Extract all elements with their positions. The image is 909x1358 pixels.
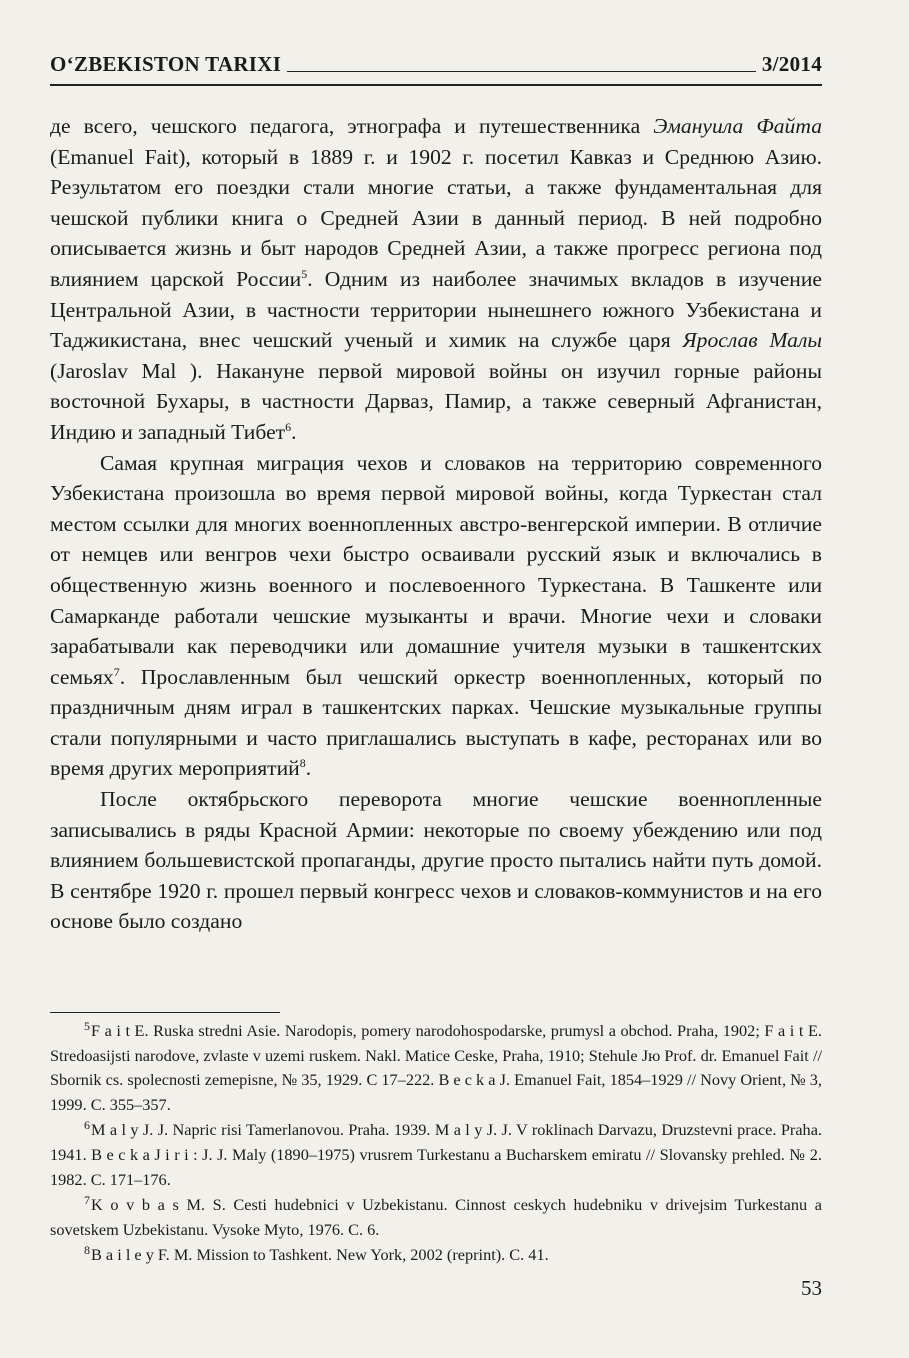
header-underline — [50, 84, 822, 86]
journal-title: O‘ZBEKISTON TARIXI — [50, 52, 282, 76]
name-maly: Ярослав Малы — [682, 328, 823, 353]
header-rule — [287, 71, 756, 72]
paragraph-2: Самая крупная миграция чехов и словаков на территорию современного Узбекистана произошла во время первой мировой войны, когда Туркестан стал местом ссылки для многих военнопленных австро-венгерской империи. В отличие от немцев или венгров чехи быстро осваивали русский язык и включались в общественную жизнь военного и послевоенного Туркестана. В Ташкенте или Самарканде работали чешские музыканты и врачи. Многие чехи и словаки зарабатывали как переводчики или домашние учителя музыки в ташкентских семьях$^7$. Прославленным был чешский оркестр военнопленных, который по праздничным дням играл в ташкентских парках. Чешские музыкальные группы стали популярными и часто приглашались выступать в кафе, ресторанах или во время других мероприятий$^8$. — [50, 450, 822, 781]
footnote-separator — [50, 1012, 280, 1013]
footnote-ref-6[interactable]: 6 — [285, 419, 292, 434]
footnote-ref-5[interactable]: 5 — [301, 266, 308, 281]
footnotes — [50, 1019, 822, 1269]
paragraph-3: После октябрьского переворота многие чешские военнопленные записывались в ряды Красной Армии: некоторые по своему убеждению или под влиянием большевистской пропаганды, другие просто пытались найти путь домой. В сентябре 1920 г. прошел первый конгресс чехов и словаков-коммунистов и на его основе было создано — [50, 787, 822, 934]
footnote-6: $^6$M a l y J. J. Napric risi Tamerlanovou. Praha. 1939. M a l y J. J. V roklinach Darvazu, Druzstevni prace. Praha. 1941. B e c k a J i r i : J. J. Maly (1890–1975) vrusrem Turkestanu a Bucharskem emiratu // Slovansky prehled. № 2. 1982. C. 171–176. — [50, 1117, 823, 1189]
page-number: 53 — [801, 1276, 822, 1300]
footnote-ref-7[interactable]: 7 — [113, 664, 120, 679]
footnote-7: $^7$K o v b a s M. S. Cesti hudebnici v Uzbekistanu. Cinnost ceskych hudebniku v drivejsim Turkestanu a sovetskem Uzbekistanu. Vysoke Myto, 1976. C. 6. — [50, 1192, 823, 1239]
running-header — [50, 52, 822, 77]
name-fait: Эмануила Файта — [653, 114, 822, 138]
footnote-ref-8[interactable]: 8 — [299, 756, 306, 771]
paragraph-1: де всего, чешского педагога, этнографа и путешественника Эмануила Файта (Emanuel Fait), который в 1889 г. и 1902 г. посетил Кавказ и Среднюю Азию. Результатом его поездки стали многие статьи, а также фундаментальная для чешской публики книга о Средней Азии в данный период. В ней подробно описывается жизнь и быт народов Средней Азии, а также прогресс региона под влиянием царской России$^5$. Одним из наиболее значимых вкладов в изучение Центральной Азии, в частности территории нынешнего южного Узбекистана и Таджикистана, внес чешский ученый и химик на службе царя Ярослав Малы (Jaroslav Mal ). Накануне первой мировой войны он изучил горные районы восточной Бухары, в частности Дарваз, Памир, а также северный Афганистан, Индию и западный Тибет$^6$. — [50, 114, 823, 444]
footnote-8: $^8$B a i l e y F. M. Mission to Tashkent. New York, 2002 (reprint). C. 41. — [84, 1242, 549, 1265]
main-text — [50, 111, 822, 937]
issue-number: 3/2014 — [761, 52, 822, 76]
footnote-5: $^5$F a i t E. Ruska stredni Asie. Narodopis, pomery narodohospodarske, prumysl a obchod. Praha, 1902; F a i t E. Stredoasijsti narodove, zvlaste v uzemi ruskem. Nakl. Matice Ceske, Praha, 1910; Stehule Jю Prof. dr. Emanuel Fait // Sbornik cs. spolecnosti zemepisne, № 35, 1929. C 17–222. B e c k a J. Emanuel Fait, 1854–1929 // Novy Orient, № 3, 1999. C. 355–357. — [50, 1018, 822, 1114]
